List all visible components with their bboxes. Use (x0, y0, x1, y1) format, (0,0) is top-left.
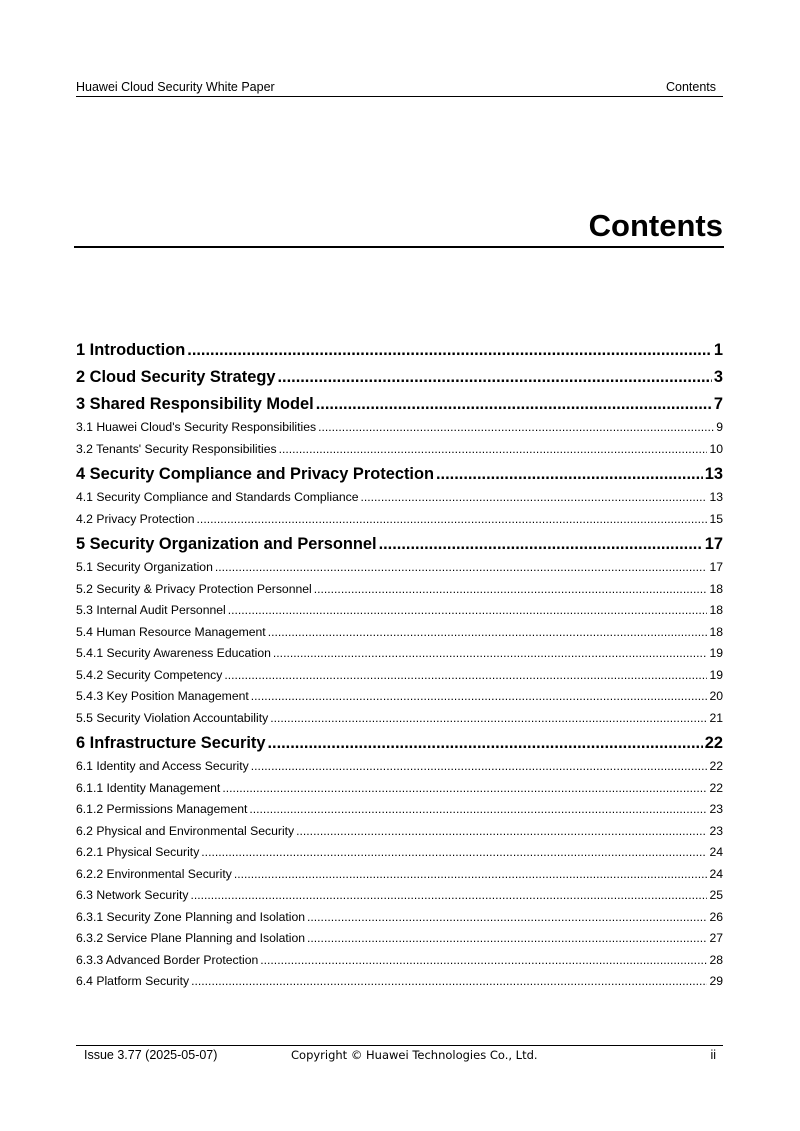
toc-entry-page: 18 (709, 603, 723, 617)
toc-section-entry[interactable] (76, 821, 723, 843)
toc-section-entry[interactable] (76, 439, 723, 461)
toc-section-entry[interactable] (76, 600, 723, 622)
header-section: Contents (665, 80, 716, 94)
toc-section-entry[interactable] (76, 509, 723, 531)
toc-dot-leader (307, 928, 707, 950)
toc-entry-title: 6.2.1 Physical Security (76, 845, 200, 859)
toc-entry-page: 21 (709, 710, 723, 725)
toc-section-entry[interactable] (76, 971, 723, 993)
toc-section-entry[interactable] (76, 417, 723, 439)
toc-entry-page: 28 (709, 952, 723, 967)
toc-dot-leader (273, 643, 708, 665)
toc-entry-title: 6.3.1 Security Zone Planning and Isolation (76, 909, 306, 924)
toc-entry-title: 5.3 Internal Audit Personnel (76, 603, 226, 617)
toc-entry-title: 1 Introduction (76, 341, 186, 359)
toc-chapter-entry[interactable] (76, 392, 723, 417)
toc-entry-title: 5.4.3 Key Position Management (76, 689, 249, 703)
toc-section-entry[interactable] (76, 842, 723, 864)
toc-section-entry[interactable] (76, 708, 723, 730)
toc-chapter-entry[interactable] (76, 731, 723, 756)
toc-chapter-entry[interactable] (76, 338, 723, 363)
toc-section-entry[interactable] (76, 557, 723, 579)
toc-entry-page: 26 (709, 909, 723, 924)
toc-section-entry[interactable] (76, 907, 723, 929)
toc-entry-title: 6.2.2 Environmental Security (76, 866, 232, 881)
toc-section-entry[interactable] (76, 686, 723, 708)
toc-entry-title: 3 Shared Responsibility Model (76, 395, 314, 413)
toc-entry-title: 5.2 Security & Privacy Protection Personnel (76, 581, 312, 596)
toc-section-entry[interactable] (76, 799, 723, 821)
page-header (76, 80, 723, 97)
toc-dot-leader (379, 532, 703, 557)
toc-section-entry[interactable] (76, 756, 723, 778)
toc-entry-page: 17 (704, 535, 723, 553)
toc-entry-title: 4.1 Security Compliance and Standards Compliance (76, 490, 359, 504)
page-footer (76, 1045, 723, 1066)
toc-dot-leader (267, 731, 702, 756)
footer-copyright: Copyright © Huawei Technologies Co., Ltd. (291, 1048, 538, 1062)
toc-dot-leader (187, 338, 712, 363)
toc-section-entry[interactable] (76, 950, 723, 972)
toc-entry-page: 10 (709, 441, 723, 456)
toc-entry-title: 6.2 Physical and Environmental Security (76, 823, 295, 838)
toc-dot-leader (270, 708, 707, 730)
toc-entry-page: 19 (709, 646, 723, 660)
toc-entry-title: 3.1 Huawei Cloud's Security Responsibilities (76, 420, 317, 434)
toc-entry-page: 9 (716, 420, 723, 434)
toc-entry-page: 18 (709, 624, 723, 639)
toc-entry-title: 6 Infrastructure Security (76, 734, 266, 752)
toc-entry-page: 24 (709, 866, 723, 881)
toc-entry-title: 6.1.1 Identity Management (76, 780, 221, 795)
toc-chapter-entry[interactable] (76, 532, 723, 557)
toc-entry-page: 22 (709, 759, 723, 773)
toc-dot-leader (277, 365, 711, 390)
toc-dot-leader (251, 686, 708, 708)
toc-section-entry[interactable] (76, 579, 723, 601)
toc-dot-leader (318, 417, 714, 439)
header-doc-title: Huawei Cloud Security White Paper (76, 80, 275, 94)
table-of-contents (76, 338, 723, 993)
toc-entry-title: 5 Security Organization and Personnel (76, 535, 377, 553)
toc-section-entry[interactable] (76, 928, 723, 950)
toc-entry-page: 15 (709, 511, 723, 526)
toc-entry-page: 23 (709, 802, 723, 816)
toc-entry-title: 2 Cloud Security Strategy (76, 368, 276, 386)
toc-dot-leader (279, 439, 708, 461)
toc-section-entry[interactable] (76, 665, 723, 687)
toc-section-entry[interactable] (76, 487, 723, 509)
toc-section-entry[interactable] (76, 864, 723, 886)
toc-dot-leader (222, 778, 707, 800)
toc-entry-page: 13 (709, 490, 723, 504)
toc-entry-page: 3 (713, 368, 723, 386)
toc-entry-page: 1 (713, 341, 723, 359)
toc-dot-leader (228, 600, 708, 622)
toc-entry-title: 6.1.2 Permissions Management (76, 802, 248, 816)
toc-entry-title: 6.4 Platform Security (76, 974, 190, 988)
toc-entry-title: 5.5 Security Violation Accountability (76, 710, 269, 725)
toc-section-entry[interactable] (76, 778, 723, 800)
toc-entry-title: 5.4 Human Resource Management (76, 624, 266, 639)
toc-entry-page: 13 (704, 465, 723, 483)
toc-dot-leader (234, 864, 708, 886)
toc-entry-page: 27 (709, 931, 723, 945)
toc-entry-title: 6.3 Network Security (76, 888, 189, 902)
toc-entry-page: 19 (709, 667, 723, 682)
toc-dot-leader (307, 907, 707, 929)
toc-dot-leader (316, 392, 712, 417)
toc-entry-page: 22 (704, 734, 723, 752)
toc-section-entry[interactable] (76, 622, 723, 644)
toc-entry-page: 25 (709, 888, 723, 902)
title-divider (74, 246, 724, 248)
toc-dot-leader (268, 622, 708, 644)
toc-dot-leader (191, 971, 707, 993)
toc-entry-title: 5.4.1 Security Awareness Education (76, 646, 271, 660)
toc-entry-title: 6.3.3 Advanced Border Protection (76, 952, 259, 967)
toc-entry-page: 7 (713, 395, 723, 413)
toc-entry-title: 4 Security Compliance and Privacy Protection (76, 465, 434, 483)
toc-entry-title: 6.1 Identity and Access Security (76, 759, 249, 773)
toc-entry-page: 20 (709, 689, 723, 703)
toc-entry-title: 4.2 Privacy Protection (76, 511, 195, 526)
toc-dot-leader (190, 885, 707, 907)
toc-dot-leader (215, 557, 708, 579)
toc-entry-page: 18 (709, 581, 723, 596)
toc-entry-page: 23 (709, 823, 723, 838)
toc-dot-leader (251, 756, 708, 778)
toc-entry-page: 17 (709, 560, 723, 574)
footer-issue: Issue 3.77 (2025-05-07) (84, 1048, 218, 1062)
footer-page-number: ii (710, 1048, 716, 1062)
toc-section-entry[interactable] (76, 885, 723, 907)
toc-dot-leader (314, 579, 708, 601)
toc-entry-title: 5.1 Security Organization (76, 560, 213, 574)
toc-entry-page: 29 (709, 974, 723, 988)
toc-dot-leader (361, 487, 708, 509)
toc-dot-leader (296, 821, 707, 843)
toc-entry-title: 3.2 Tenants' Security Responsibilities (76, 441, 277, 456)
page-title: Contents (588, 208, 723, 243)
toc-entry-page: 24 (709, 845, 723, 859)
toc-dot-leader (201, 842, 707, 864)
toc-entry-title: 6.3.2 Service Plane Planning and Isolation (76, 931, 306, 945)
toc-entry-title: 5.4.2 Security Competency (76, 667, 223, 682)
toc-dot-leader (249, 799, 707, 821)
toc-section-entry[interactable] (76, 643, 723, 665)
toc-dot-leader (197, 509, 708, 531)
toc-chapter-entry[interactable] (76, 365, 723, 390)
toc-dot-leader (260, 950, 707, 972)
toc-entry-page: 22 (709, 780, 723, 795)
toc-dot-leader (224, 665, 707, 687)
toc-chapter-entry[interactable] (76, 462, 723, 487)
toc-dot-leader (436, 462, 703, 487)
